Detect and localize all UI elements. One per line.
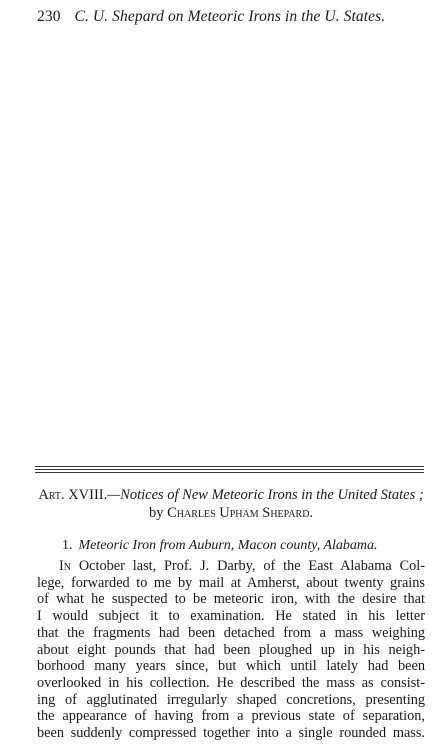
- section-number: 1.: [62, 538, 73, 553]
- body-line: the appearance of having from a previous state of separation,: [37, 708, 425, 725]
- body-line: about eight pounds that had been ploughed up in his neigh-: [37, 641, 425, 658]
- rule-divider: [35, 466, 424, 467]
- article-title: —Notices of New Meteoric Irons in the United States ;: [107, 487, 424, 503]
- body-line: [37, 558, 425, 575]
- body-line: ing of agglutinated irregularly shaped concretions, presenting: [37, 691, 425, 708]
- article-number: Art. XVIII.: [38, 487, 108, 503]
- section-title: Meteoric Iron from Auburn, Macon county, Alabama.: [78, 538, 378, 553]
- body-line: borhood many years since, but which until lately had been: [37, 658, 425, 675]
- body-line: lege, forwarded to me by mail at Amherst, about twenty grains: [37, 574, 425, 591]
- article-author: Charles Upham Shepard.: [167, 505, 314, 521]
- article-heading: [37, 486, 425, 522]
- byline-word: by: [148, 505, 168, 521]
- body-paragraph: [37, 558, 425, 742]
- body-line: been suddenly compressed together into a single rounded mass.: [37, 725, 425, 742]
- rule-divider: [35, 472, 424, 473]
- running-title: C. U. Shepard on Meteoric Irons in the U. States.: [74, 8, 386, 25]
- rule-divider: [35, 469, 424, 470]
- running-head: [37, 8, 427, 26]
- page-number: 230: [37, 8, 61, 25]
- section-heading: [62, 538, 422, 554]
- body-line: overlooked in his collection. He described the mass as consist-: [37, 674, 425, 691]
- body-line: of what he suspected to be meteoric iron, with the desire that: [37, 591, 425, 608]
- body-line-text: October last, Prof. J. Darby, of the East Alabama Col-: [70, 558, 425, 574]
- paragraph-initial: In: [59, 558, 71, 574]
- body-line: I would subject it to examination. He stated in his letter: [37, 608, 425, 625]
- body-line: that the fragments had been detached from a mass weighing: [37, 624, 425, 641]
